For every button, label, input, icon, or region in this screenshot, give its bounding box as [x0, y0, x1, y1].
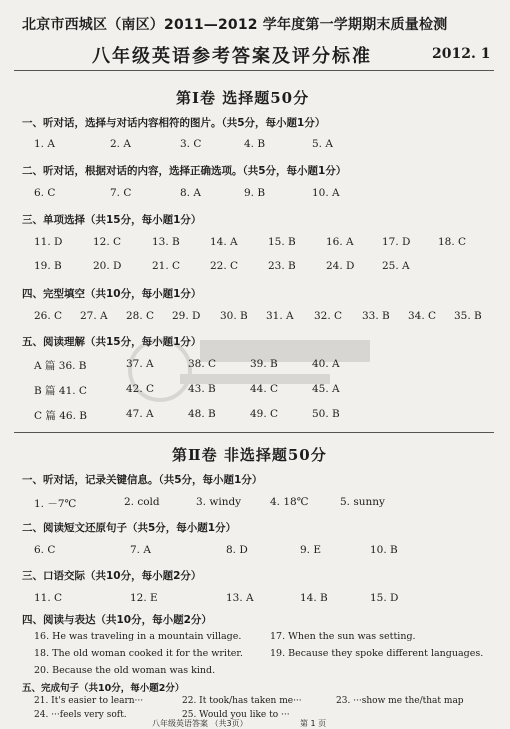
answer: A 篇 36. B: [34, 360, 87, 372]
answer: 20. D: [93, 260, 122, 272]
answer: 1. A: [34, 138, 55, 150]
answer: 21. C: [152, 260, 181, 272]
answer: 16. A: [326, 236, 354, 248]
answer: 44. C: [250, 383, 279, 395]
watermark-logo: [120, 300, 380, 420]
answer: 25. A: [382, 260, 410, 272]
part-divider: [14, 432, 494, 433]
footer-label: 八年级英语答案 （共3页）: [152, 719, 248, 728]
answer: 15. B: [268, 236, 296, 248]
answer: 15. D: [370, 592, 399, 604]
answer: 48. B: [188, 408, 216, 420]
part1-section1-heading: 一、听对话，选择与对话内容相符的图片。（共5分，每小题1分）: [22, 117, 326, 129]
answer: 16. He was traveling in a mountain village.: [34, 631, 242, 642]
answer: 30. B: [220, 310, 248, 322]
answer: 9. E: [300, 544, 322, 556]
answer: 24. ···feels very soft.: [34, 710, 127, 720]
answer: B 篇 41. C: [34, 385, 87, 397]
answer: 40. A: [312, 358, 340, 370]
part2-section3-heading: 三、口语交际（共10分，每小题2分）: [22, 570, 202, 582]
part2-section5-heading: 五、完成句子（共10分，每小题2分）: [22, 683, 185, 694]
answer: 2. cold: [124, 496, 160, 508]
part1-section4-heading: 四、完型填空（共10分，每小题1分）: [22, 288, 202, 300]
part1-title: 第Ⅰ卷 选择题50分: [176, 89, 310, 107]
part1-section5-heading: 五、阅读理解（共15分，每小题1分）: [22, 336, 202, 348]
answer: 39. B: [250, 358, 278, 370]
answer: 11. C: [34, 592, 63, 604]
answer: 7. C: [110, 187, 132, 199]
answer: 19. B: [34, 260, 62, 272]
page-number: 第 1 页: [300, 719, 327, 728]
answer: 45. A: [312, 383, 340, 395]
part2-title: 第Ⅱ卷 非选择题50分: [172, 446, 327, 464]
answer: 7. A: [130, 544, 151, 556]
answer: 18. The old woman cooked it for the writer.: [34, 648, 243, 659]
exam-header: 北京市西城区（南区）2011—2012 学年度第一学期期末质量检测: [22, 17, 448, 33]
part2-section4-heading: 四、阅读与表达（共10分，每小题2分）: [22, 614, 212, 626]
answer: 24. D: [326, 260, 355, 272]
answer: 43. B: [188, 383, 216, 395]
answer: 19. Because they spoke different languages.: [270, 648, 484, 659]
answer: 3. windy: [196, 496, 242, 508]
answer: 31. A: [266, 310, 294, 322]
answer: 26. C: [34, 310, 63, 322]
answer: 22. C: [210, 260, 239, 272]
answer: 8. A: [180, 187, 201, 199]
part2-section1-heading: 一、听对话，记录关键信息。（共5分，每小题1分）: [22, 474, 263, 486]
answer: 37. A: [126, 358, 154, 370]
answer: 6. C: [34, 187, 56, 199]
answer: 13. A: [226, 592, 254, 604]
answer: 25. Would you like to ···: [182, 710, 290, 720]
answer: 14. B: [300, 592, 328, 604]
answer: 11. D: [34, 236, 63, 248]
answer: C 篇 46. B: [34, 410, 87, 422]
answer: 17. D: [382, 236, 411, 248]
answer: 1. －7℃: [34, 498, 77, 510]
part1-section2-heading: 二、听对话，根据对话的内容，选择正确选项。（共5分，每小题1分）: [22, 165, 347, 177]
answer: 2. A: [110, 138, 131, 150]
answer: 38. C: [188, 358, 217, 370]
answer: 47. A: [126, 408, 154, 420]
answer: 50. B: [312, 408, 340, 420]
part1-section3-heading: 三、单项选择（共15分，每小题1分）: [22, 214, 202, 226]
answer: 20. Because the old woman was kind.: [34, 665, 216, 676]
answer: 14. A: [210, 236, 238, 248]
answer: 18. C: [438, 236, 467, 248]
answer: 3. C: [180, 138, 202, 150]
answer: 8. D: [226, 544, 248, 556]
answer: 5. sunny: [340, 496, 385, 508]
answer: 12. C: [93, 236, 122, 248]
answer: 4. B: [244, 138, 266, 150]
answer: 5. A: [312, 138, 333, 150]
answer: 10. A: [312, 187, 340, 199]
answer: 12. E: [130, 592, 158, 604]
answer: 49. C: [250, 408, 279, 420]
answer: 33. B: [362, 310, 390, 322]
header-divider: [14, 70, 494, 71]
answer: 10. B: [370, 544, 398, 556]
answer: 22. It took/has taken me···: [182, 696, 302, 706]
document-title: 八年级英语参考答案及评分标准: [92, 46, 372, 67]
answer: 28. C: [126, 310, 155, 322]
answer: 17. When the sun was setting.: [270, 631, 416, 642]
answer: 23. ···show me the/that map: [336, 696, 464, 706]
answer: 34. C: [408, 310, 437, 322]
answer: 23. B: [268, 260, 296, 272]
answer: 9. B: [244, 187, 266, 199]
answer: 27. A: [80, 310, 108, 322]
answer: 4. 18℃: [270, 496, 309, 508]
answer: 35. B: [454, 310, 482, 322]
answer: 32. C: [314, 310, 343, 322]
answer: 6. C: [34, 544, 56, 556]
document-date: 2012. 1: [432, 46, 491, 62]
answer: 13. B: [152, 236, 180, 248]
answer: 29. D: [172, 310, 201, 322]
answer: 21. It's easier to learn···: [34, 696, 144, 706]
answer: 42. C: [126, 383, 155, 395]
part2-section2-heading: 二、阅读短文还原句子（共5分，每小题1分）: [22, 522, 237, 534]
